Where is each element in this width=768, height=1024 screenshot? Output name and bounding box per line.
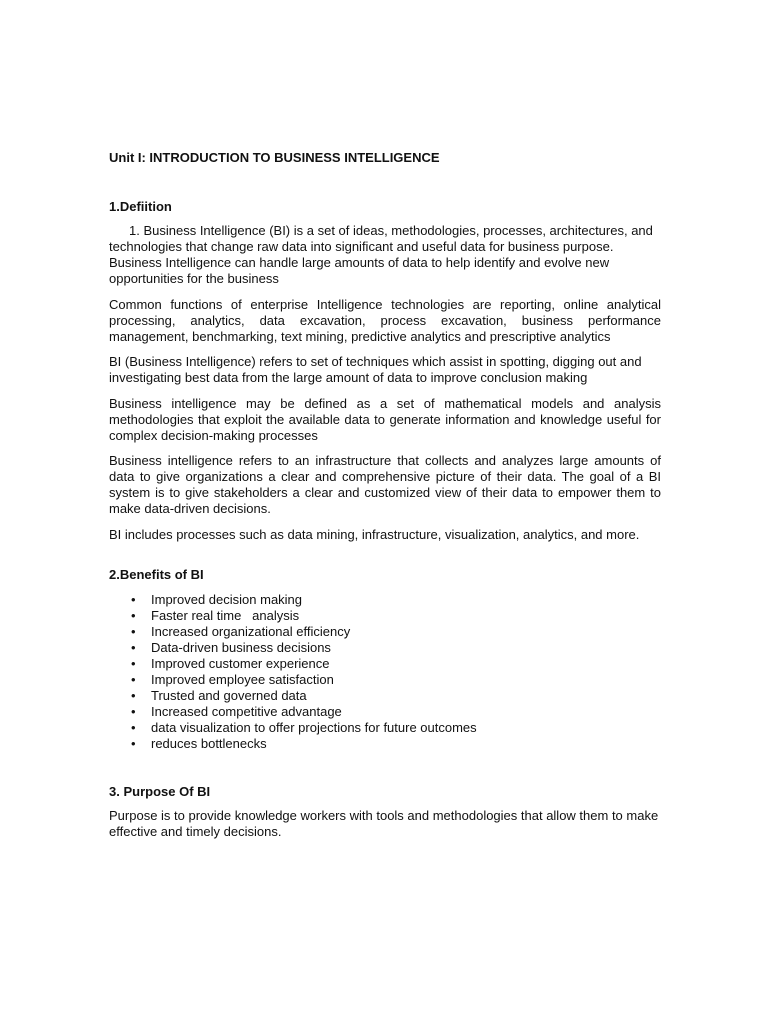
document-body — [109, 150, 661, 840]
list-item: • Improved employee satisfaction — [131, 672, 334, 687]
bullet-icon: • — [131, 672, 136, 687]
list-item: • Improved customer experience — [131, 656, 330, 671]
list-item: • reduces bottlenecks — [131, 736, 267, 751]
unit-title: Unit I: INTRODUCTION TO BUSINESS INTELLIGENCE — [109, 150, 440, 165]
bullet-icon: • — [131, 688, 136, 703]
paragraph-bi-techniques: BI (Business Intelligence) refers to set of techniques which assist in spotting, digging out and investigating best data from the large amount of data to improve conclusion making — [109, 354, 642, 385]
bullet-icon: • — [131, 624, 136, 639]
paragraph-purpose: Purpose is to provide knowledge workers with tools and methodologies that allow them to make effective and timely decisions. — [109, 808, 659, 839]
list-item: • Increased organizational efficiency — [131, 624, 351, 639]
list-item: • data visualization to offer projections for future outcomes — [131, 720, 477, 735]
list-item: • Improved decision making — [131, 592, 303, 607]
bullet-icon: • — [131, 656, 136, 671]
section-heading-definition: 1.Defiition — [109, 199, 172, 214]
paragraph-infrastructure: Business intelligence refers to an infrastructure that collects and analyzes large amounts of data to give organizations a clear and comprehensive picture of their data. The goal of a BI system is to give stakeholders a clear and customized view of their data to empower them to make data-driven decisions. — [109, 453, 661, 516]
bullet-icon: • — [131, 736, 136, 751]
bullet-icon: • — [131, 720, 136, 735]
list-item: • Trusted and governed data — [131, 688, 307, 703]
list-item: • Increased competitive advantage — [131, 704, 342, 719]
bullet-icon: • — [131, 704, 136, 719]
list-item: • Data-driven business decisions — [131, 640, 331, 655]
section-heading-purpose: 3. Purpose Of BI — [109, 784, 211, 799]
section-heading-benefits: 2.Benefits of BI — [109, 567, 204, 582]
paragraph-mathematical-models: Business intelligence may be defined as a set of mathematical models and analysis methodologies that exploit the available data to generate information and knowledge useful for complex decision-making processes — [109, 396, 661, 443]
bullet-icon: • — [131, 592, 136, 607]
paragraph-bi-includes: BI includes processes such as data mining, infrastructure, visualization, analytics, and more. — [109, 527, 640, 542]
list-item: • Faster real time analysis — [131, 608, 300, 623]
definition-numbered-item: 1. Business Intelligence (BI) is a set of ideas, methodologies, processes, architectures, and technologies that change raw data into significant and useful data for business purpose. Business Intelligence can handle large amounts of data to help identify and evolve new opportunities for the business — [109, 223, 653, 286]
bullet-icon: • — [131, 640, 136, 655]
benefits-list — [109, 592, 661, 752]
bullet-icon: • — [131, 608, 136, 623]
paragraph-common-functions: Common functions of enterprise Intelligence technologies are reporting, online analytical processing, analytics, data excavation, process excavation, business performance management, benchmarking, text mining, predictive analytics and prescriptive analytics — [109, 297, 661, 344]
